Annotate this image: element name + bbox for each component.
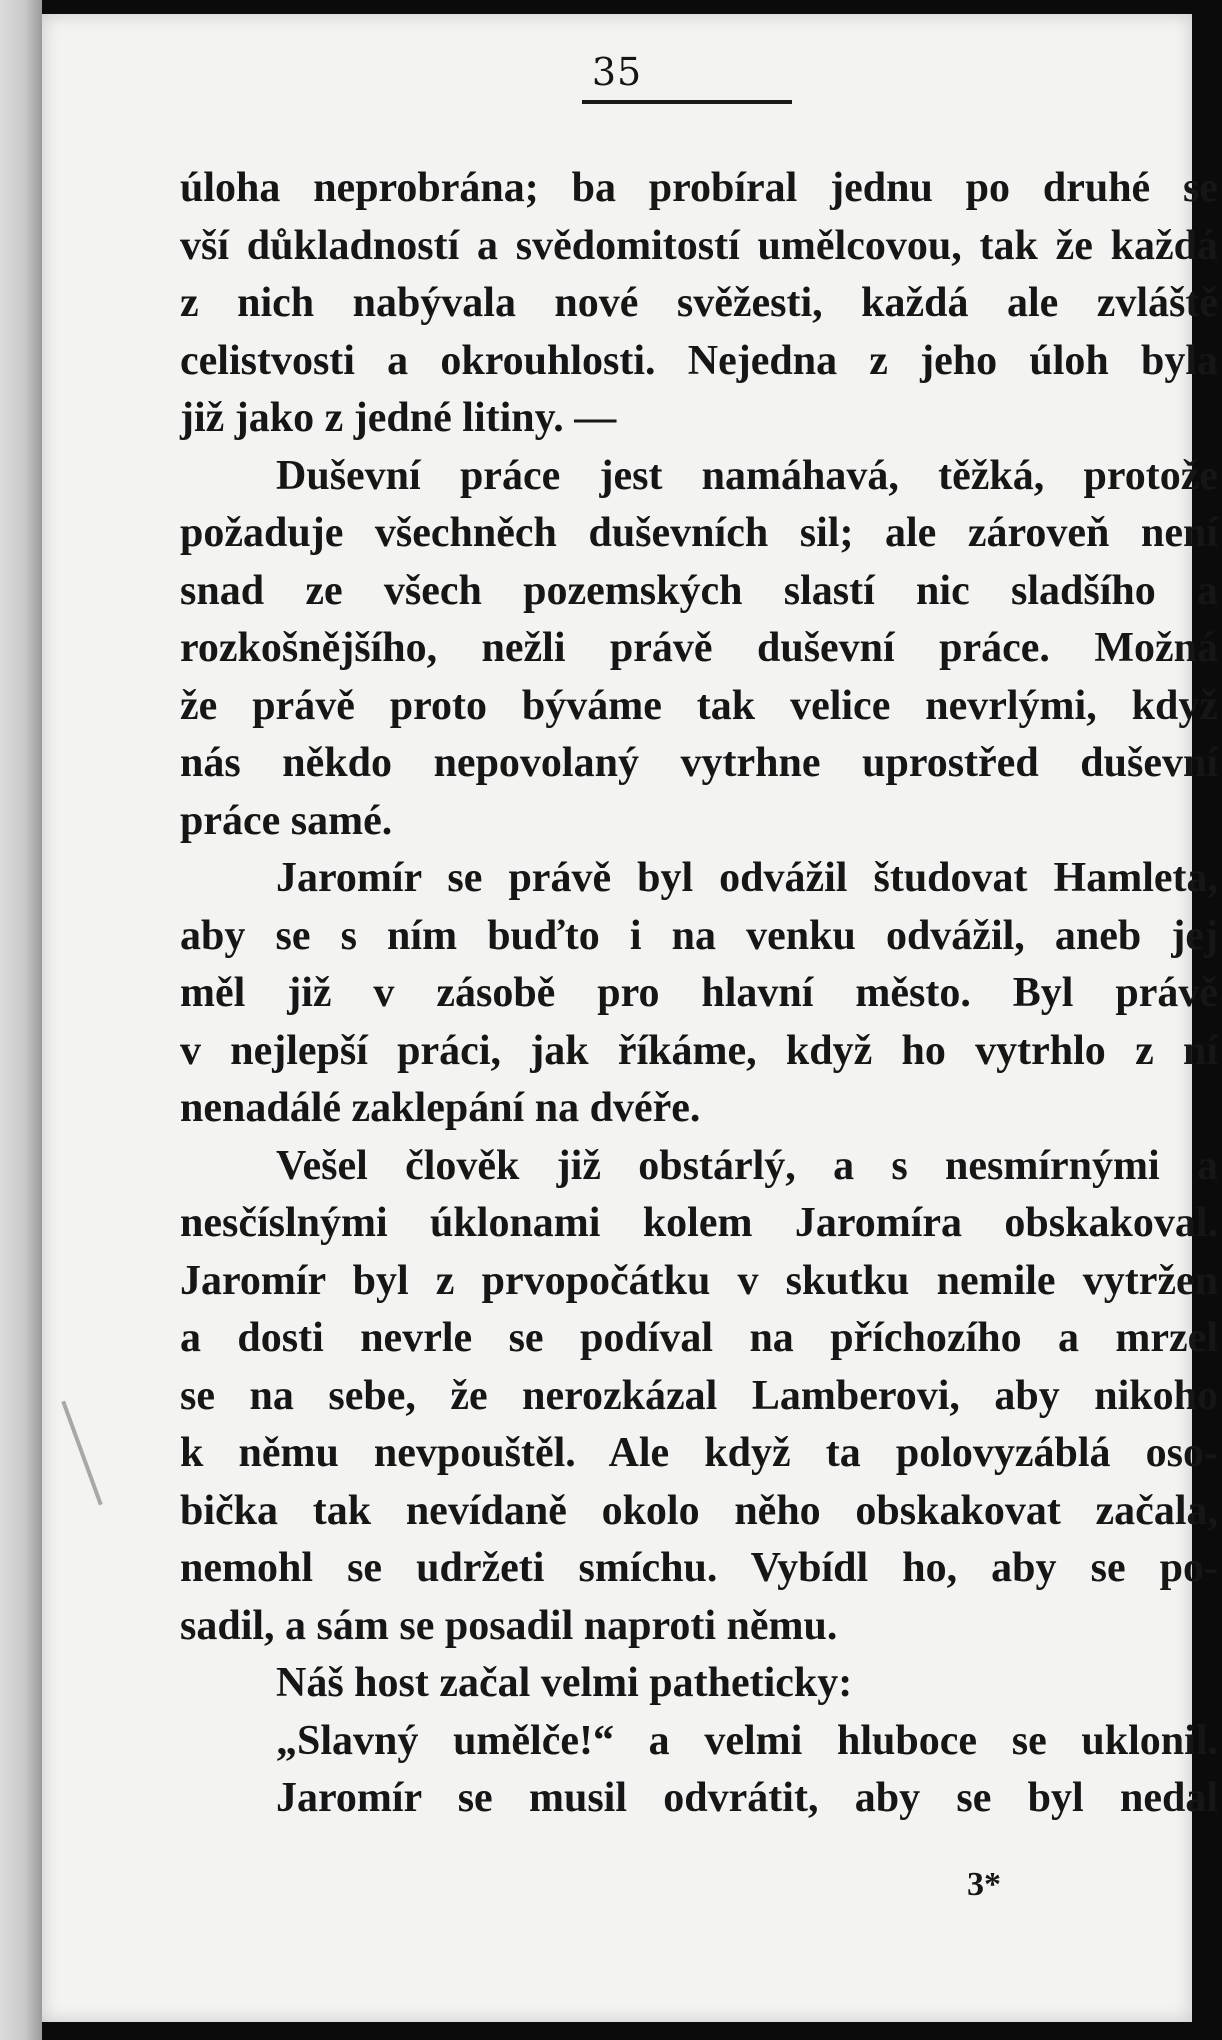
text-line: sadil, a sám se posadil naproti němu. [180, 1602, 838, 1649]
facing-page-edge [0, 0, 42, 2040]
paragraph [180, 1655, 1218, 1713]
text-line: bička tak nevídaně okolo něho obskakovat začala, [180, 1487, 1218, 1534]
text-line: z nich nabývala nové svěžesti, každá ale zvláště [180, 280, 1218, 326]
page-number-rule [582, 100, 792, 104]
signature-mark: 3* [967, 1866, 1001, 1903]
paragraph [180, 1770, 1218, 1828]
text-line: měl již v zásobě pro hlavní město. Byl právě [180, 970, 1218, 1016]
text-line: úloha neprobrána; ba probíral jednu po druhé se [180, 165, 1218, 211]
book-page [42, 14, 1218, 2022]
text-line: Náš host začal velmi patheticky: [276, 1660, 853, 1706]
text-line: práce samé. [180, 797, 393, 844]
paragraph [180, 448, 1218, 851]
text-line: se na sebe, že nerozkázal Lamberovi, aby nikoho [180, 1372, 1218, 1419]
text-line: a dosti nevrle se podíval na příchozího a mrzel [180, 1315, 1218, 1361]
paragraph [180, 160, 1218, 448]
text-line: že právě proto býváme tak velice nevrlými, když [180, 682, 1218, 729]
text-line: nenadálé zaklepání na dvéře. [180, 1085, 701, 1131]
page-number: 35 [591, 50, 643, 94]
text-line: nesčíslnými úklonami kolem Jaromíra obskakoval. [180, 1200, 1218, 1246]
body-text [180, 160, 1218, 1828]
text-line: Jaromír byl z prvopočátku v skutku nemile vytržen [180, 1257, 1218, 1304]
text-line: Jaromír se právě byl odvážil študovat Hamleta, [276, 855, 1218, 901]
text-line: aby se s ním buďto i na venku odvážil, aneb jej [180, 912, 1218, 959]
text-line: snad ze všech pozemských slastí nic sladšího a [180, 567, 1218, 614]
text-line: požaduje všechněch duševních sil; ale zároveň není [180, 510, 1218, 556]
text-line: v nejlepší práci, jak říkáme, když ho vytrhlo z ní [180, 1027, 1218, 1074]
text-line: Jaromír se musil odvrátit, aby se byl nedal [276, 1775, 1218, 1821]
text-line: Duševní práce jest namáhavá, těžká, protože [276, 452, 1218, 499]
paragraph [180, 850, 1218, 1138]
paragraph [180, 1138, 1218, 1656]
paragraph [180, 1713, 1218, 1771]
text-line: vší důkladností a svědomitostí umělcovou, tak že každá [180, 222, 1218, 269]
text-line: celistvosti a okrouhlosti. Nejedna z jeho úloh byla [180, 337, 1218, 384]
text-line: „Slavný umělče!“ a velmi hluboce se uklonil. [276, 1717, 1218, 1764]
text-line: rozkošnějšího, nežli právě duševní práce. Možná [180, 625, 1218, 671]
text-line: k němu nevpouštěl. Ale když ta polovyzáblá oso- [180, 1430, 1218, 1476]
text-line: již jako z jedné litiny. — [180, 395, 617, 441]
text-line: nemohl se udržeti smíchu. Vybídl ho, aby se po- [180, 1545, 1218, 1591]
text-line: Vešel člověk již obstárlý, a s nesmírnými a [276, 1142, 1218, 1189]
text-line: nás někdo nepovolaný vytrhne uprostřed duševní [180, 740, 1218, 786]
